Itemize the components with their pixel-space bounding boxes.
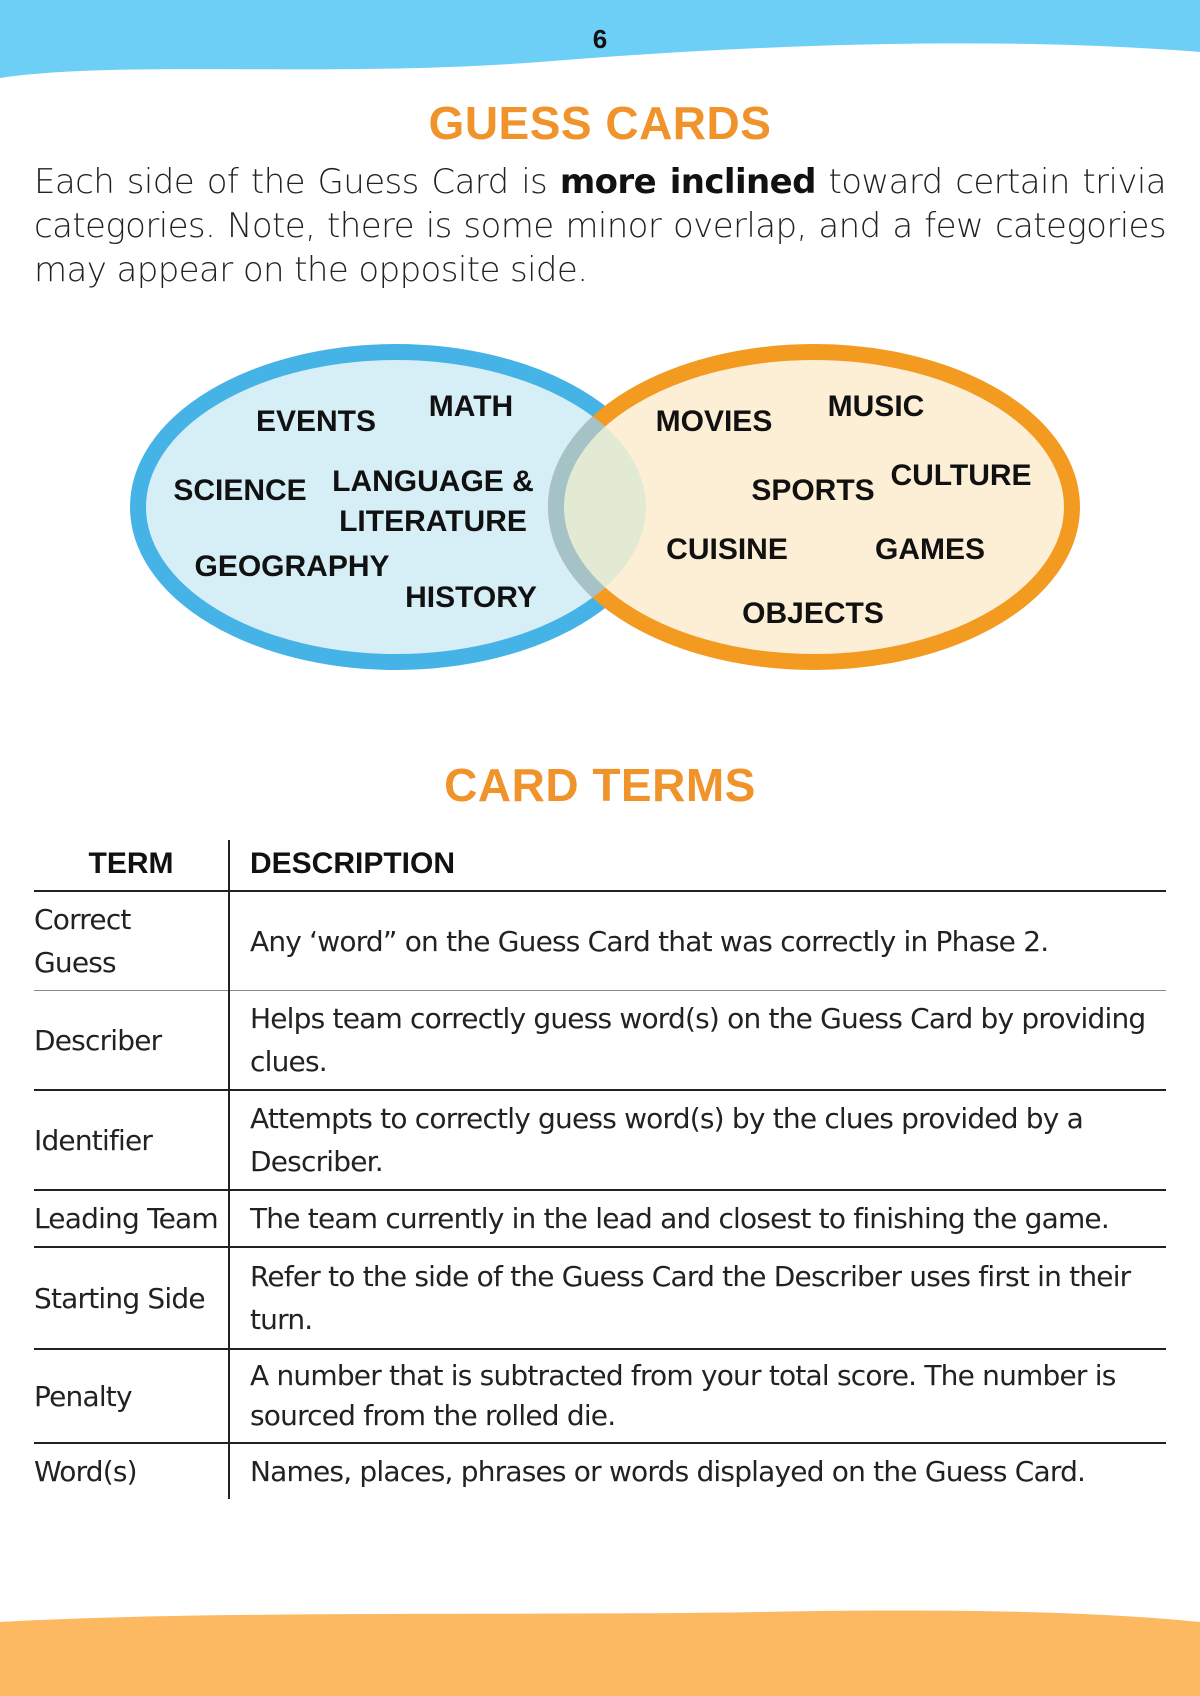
description-column-header: DESCRIPTION — [229, 840, 1166, 891]
venn-label-literature: LITERATURE — [339, 505, 527, 538]
term-cell: Starting Side — [34, 1247, 229, 1349]
page-number: 6 — [592, 24, 608, 54]
bottom-wave-band — [0, 1606, 1200, 1696]
term-cell: Word(s) — [34, 1443, 229, 1499]
intro-text-start: Each side of the Guess Card is — [34, 162, 560, 202]
category-venn-diagram — [0, 330, 1200, 690]
venn-label-objects: OBJECTS — [742, 597, 884, 630]
venn-label-sports: SPORTS — [751, 474, 875, 507]
venn-label-culture: CULTURE — [890, 459, 1032, 492]
venn-label-science: SCIENCE — [173, 474, 307, 507]
intro-text-emphasis: more inclined — [559, 162, 816, 202]
term-cell: Penalty — [34, 1349, 229, 1443]
guess-cards-intro — [34, 160, 1166, 292]
term-cell: Leading Team — [34, 1190, 229, 1247]
table-row — [34, 1090, 1166, 1190]
term-cell: Describer — [34, 991, 229, 1091]
guess-cards-title: GUESS CARDS — [428, 97, 772, 149]
venn-label-movies: MOVIES — [655, 405, 773, 438]
description-cell: A number that is subtracted from your total score. The number is sourced from the rolled die. — [229, 1349, 1166, 1443]
term-cell: Correct Guess — [34, 891, 229, 991]
venn-label-games: GAMES — [874, 533, 986, 566]
card-terms-table — [34, 840, 1166, 1499]
intro-text-end: toward certain trivia categories. Note, there is some minor overlap, and a few categories may appear on the opposite side. — [34, 162, 1166, 290]
table-row — [34, 1443, 1166, 1499]
description-cell: Refer to the side of the Guess Card the Describer uses first in their turn. — [229, 1247, 1166, 1349]
venn-label-geography: GEOGRAPHY — [194, 550, 390, 583]
table-row — [34, 1349, 1166, 1443]
table-row — [34, 1247, 1166, 1349]
venn-label-events: EVENTS — [255, 405, 377, 438]
venn-label-math: MATH — [428, 390, 514, 423]
venn-label-cuisine: CUISINE — [666, 533, 788, 566]
venn-label-music: MUSIC — [827, 390, 925, 423]
description-cell: The team currently in the lead and closest to finishing the game. — [229, 1190, 1166, 1247]
description-cell: Attempts to correctly guess word(s) by the clues provided by a Describer. — [229, 1090, 1166, 1190]
term-cell: Identifier — [34, 1090, 229, 1190]
description-cell: Names, places, phrases or words displayed on the Guess Card. — [250, 1455, 1086, 1488]
description-cell: Any ‘word” on the Guess Card that was correctly in Phase 2. — [229, 891, 1166, 991]
table-row — [34, 891, 1166, 991]
term-column-header: TERM — [34, 840, 229, 891]
venn-label-language: LANGUAGE & — [332, 465, 534, 498]
table-row — [34, 1190, 1166, 1247]
venn-label-history: HISTORY — [405, 581, 537, 614]
description-cell: Helps team correctly guess word(s) on the Guess Card by providing clues. — [229, 991, 1166, 1091]
card-terms-title: CARD TERMS — [444, 759, 756, 811]
table-header-row — [34, 840, 1166, 891]
table-row — [34, 991, 1166, 1091]
